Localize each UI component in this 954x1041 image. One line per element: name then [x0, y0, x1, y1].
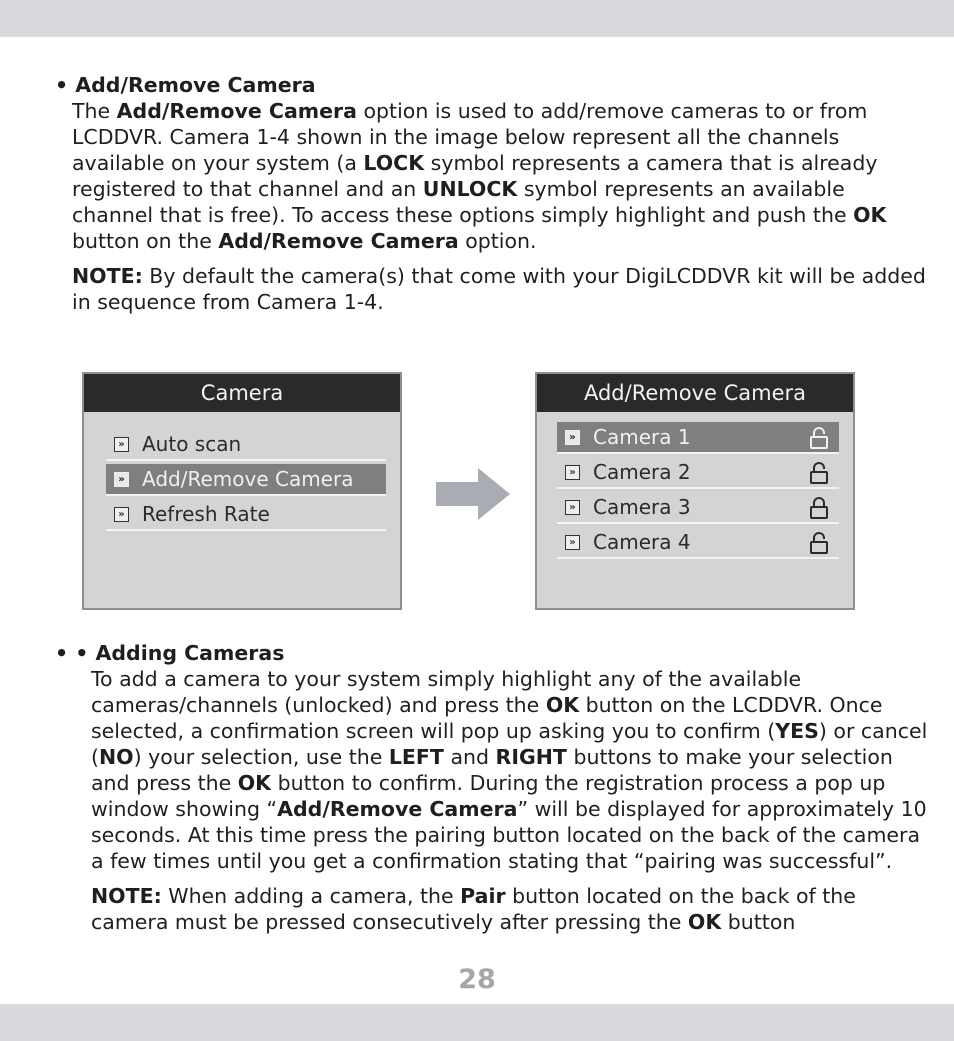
- bold-text: OK: [853, 203, 887, 227]
- section-paragraph: [91, 666, 930, 874]
- key-box-icon: »: [565, 465, 580, 480]
- section-add-remove-camera: [55, 72, 930, 315]
- section-paragraph: [72, 98, 930, 254]
- text-run: By default the camera(s) that come with your DigiLCDDVR kit will be added in sequence from Camera 1-4.: [72, 264, 926, 314]
- text-run: option is used to add/remove cameras to or from LCDDVR. Camera 1-4 shown in the image below represent all the channels available on your system (a: [72, 99, 868, 175]
- menu-item[interactable]: [106, 429, 386, 461]
- key-box-icon: »: [565, 535, 580, 550]
- text-run: ” will be displayed for approximately 10 seconds. At this time press the pairing button located on the back of the camera a few times until you get a confirmation stating that “pairing was successful”.: [91, 797, 927, 873]
- menu-item[interactable]: [106, 499, 386, 531]
- text-run: The: [72, 99, 117, 123]
- menu-item[interactable]: [557, 457, 839, 489]
- bottom-band: [0, 1004, 954, 1041]
- screen-title: Add/Remove Camera: [537, 374, 853, 412]
- bold-text: Add/Remove Camera: [116, 99, 357, 123]
- padlock-icon: [809, 531, 829, 563]
- bold-text: OK: [545, 693, 580, 717]
- screen-title: Camera: [84, 374, 400, 412]
- padlock-icon: [809, 461, 829, 493]
- text-run: and: [443, 745, 496, 769]
- page-number: 28: [458, 964, 496, 995]
- camera-channel-list: [557, 422, 839, 562]
- menu-item[interactable]: [106, 464, 386, 496]
- padlock-icon: [809, 426, 829, 458]
- menu-item-label: Refresh Rate: [142, 502, 270, 526]
- camera-menu-screen: [82, 372, 402, 610]
- text-run: symbol represents an available channel that is free). To access these options simply highlight and push the: [72, 177, 854, 227]
- bold-text: OK: [687, 910, 722, 934]
- bold-text: OK: [237, 771, 272, 795]
- bold-text: NO: [99, 745, 134, 769]
- note-paragraph: [91, 883, 930, 935]
- bold-text: RIGHT: [495, 745, 567, 769]
- section-heading: • • Adding Cameras: [55, 641, 285, 665]
- text-run: ) your selection, use the: [133, 745, 389, 769]
- menu-item-label: Auto scan: [142, 432, 242, 456]
- key-box-icon: »: [565, 430, 580, 445]
- key-box-icon: »: [565, 500, 580, 515]
- text-run: ) or cancel (: [91, 719, 928, 769]
- text-run: To add a camera to your system simply highlight any of the available cameras/channels (unlocked) and press the: [91, 667, 802, 717]
- key-box-icon: »: [114, 437, 129, 452]
- menu-item-label: Add/Remove Camera: [142, 467, 354, 491]
- bold-text: Add/Remove Camera: [218, 229, 459, 253]
- arrow-right-icon: [436, 468, 510, 520]
- text-run: button to confirm. During the registration process a pop up window showing “: [91, 771, 886, 821]
- bold-text: NOTE:: [72, 264, 143, 288]
- menu-item-label: Camera 2: [593, 460, 691, 484]
- key-box-icon: »: [114, 507, 129, 522]
- section-adding-cameras: [55, 640, 930, 935]
- text-run: symbol represents a camera that is already registered to that channel and an: [72, 151, 878, 201]
- key-box-icon: »: [114, 472, 129, 487]
- text-run: button on the: [72, 229, 219, 253]
- section-heading: • Add/Remove Camera: [55, 73, 316, 97]
- text-run: When adding a camera, the: [161, 884, 461, 908]
- text-run: buttons to make your selection and press the: [91, 745, 893, 795]
- text-run: option.: [458, 229, 537, 253]
- padlock-icon: [809, 496, 829, 528]
- menu-item-label: Camera 1: [593, 425, 691, 449]
- camera-menu-list: [106, 429, 386, 534]
- add-remove-camera-screen: [535, 372, 855, 610]
- menu-item[interactable]: [557, 527, 839, 559]
- top-band: [0, 0, 954, 37]
- bold-text: LEFT: [388, 745, 444, 769]
- text-run: button on the LCDDVR. Once selected, a confirmation screen will pop up asking you to confirm (: [91, 693, 883, 743]
- bold-text: UNLOCK: [422, 177, 518, 201]
- note-paragraph: [72, 263, 930, 315]
- bold-text: Pair: [460, 884, 506, 908]
- menu-item-label: Camera 4: [593, 530, 691, 554]
- menu-item[interactable]: [557, 422, 839, 454]
- menu-item-label: Camera 3: [593, 495, 691, 519]
- bold-text: NOTE:: [91, 884, 162, 908]
- text-run: button located on the back of the camera must be pressed consecutively after pressing the: [91, 884, 856, 934]
- text-run: button: [721, 910, 796, 934]
- bold-text: YES: [775, 719, 819, 743]
- menu-item[interactable]: [557, 492, 839, 524]
- bold-text: Add/Remove Camera: [277, 797, 518, 821]
- bold-text: LOCK: [363, 151, 425, 175]
